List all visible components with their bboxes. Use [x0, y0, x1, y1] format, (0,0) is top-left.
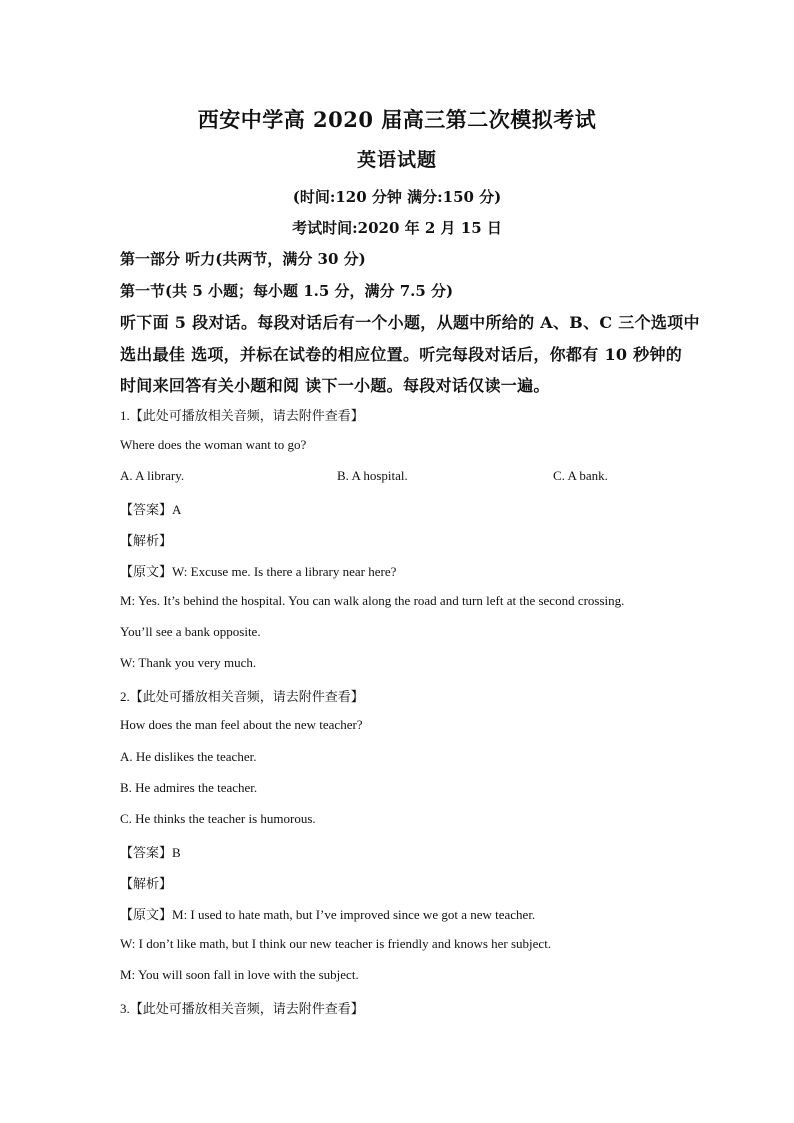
answer-tag: 【答案】 [120, 846, 173, 861]
instruction-line: 听下面 5 段对话。每段对话后有一个小题，从题中所给的 A、B、C 三个选项中 [120, 313, 700, 332]
question-number: 3. [120, 1001, 130, 1016]
answer-value: B [172, 845, 181, 860]
q2-option-a: A. He dislikes the teacher. [120, 749, 257, 764]
q1-option-b: B. A hospital. [337, 468, 408, 483]
q1-option-a: A. A library. [120, 468, 185, 483]
instruction-line: 时间来回答有关小题和阅 读下一小题。每段对话仅读一遍。 [120, 376, 550, 395]
instruction-line: 选出最佳 选项，并标在试卷的相应位置。听完每段对话后，你都有 10 秒钟的 [120, 345, 683, 364]
audio-note[interactable]: 【此处可播放相关音频，请去附件查看】 [129, 690, 364, 705]
q2-header [120, 686, 364, 705]
q2-answer [120, 842, 181, 861]
part1-heading: 第一部分 听力(共两节，满分 30 分) [120, 250, 366, 268]
answer-tag: 【答案】 [120, 503, 173, 518]
q1-analysis [120, 530, 172, 549]
q1-question: Where does the woman want to go? [120, 437, 307, 452]
audio-note[interactable]: 【此处可播放相关音频，请去附件查看】 [129, 409, 364, 424]
question-number: 1. [120, 408, 130, 423]
analysis-tag: 【解析】 [120, 877, 173, 892]
time-info: (时间:120 分钟 满分:150 分) [292, 188, 502, 206]
exam-date: 考试时间:2020 年 2 月 15 日 [292, 219, 502, 237]
original-tag: 【原文】 [120, 908, 173, 923]
q1-header [120, 405, 364, 424]
question-number: 2. [120, 689, 130, 704]
transcript-line: W: Excuse me. Is there a library near here? [172, 564, 397, 579]
transcript-line: M: Yes. It’s behind the hospital. You can walk along the road and turn left at the second crossing. [120, 593, 625, 608]
q1-answer [120, 499, 181, 518]
transcript-line: W: I don’t like math, but I think our new teacher is friendly and knows her subject. [120, 936, 552, 951]
q1-option-c: C. A bank. [553, 468, 608, 483]
transcript-line: W: Thank you very much. [120, 655, 257, 670]
audio-note[interactable]: 【此处可播放相关音频，请去附件查看】 [129, 1002, 364, 1017]
q1-original-line [120, 561, 396, 580]
q2-analysis [120, 873, 172, 892]
transcript-line: M: You will soon fall in love with the subject. [120, 967, 359, 982]
analysis-tag: 【解析】 [120, 534, 173, 549]
section1-heading: 第一节(共 5 小题；每小题 1.5 分，满分 7.5 分) [120, 282, 454, 300]
original-tag: 【原文】 [120, 565, 173, 580]
transcript-line: M: I used to hate math, but I’ve improved since we got a new teacher. [172, 907, 536, 922]
q2-original-line [120, 904, 535, 923]
exam-subtitle: 英语试题 [356, 149, 437, 171]
q2-question: How does the man feel about the new teacher? [120, 717, 363, 732]
q2-option-c: C. He thinks the teacher is humorous. [120, 811, 316, 826]
q3-header [120, 998, 364, 1017]
transcript-line: You’ll see a bank opposite. [120, 624, 261, 639]
answer-value: A [172, 502, 182, 517]
exam-title: 西安中学高 2020 届高三第二次模拟考试 [197, 107, 597, 132]
q2-option-b: B. He admires the teacher. [120, 780, 258, 795]
